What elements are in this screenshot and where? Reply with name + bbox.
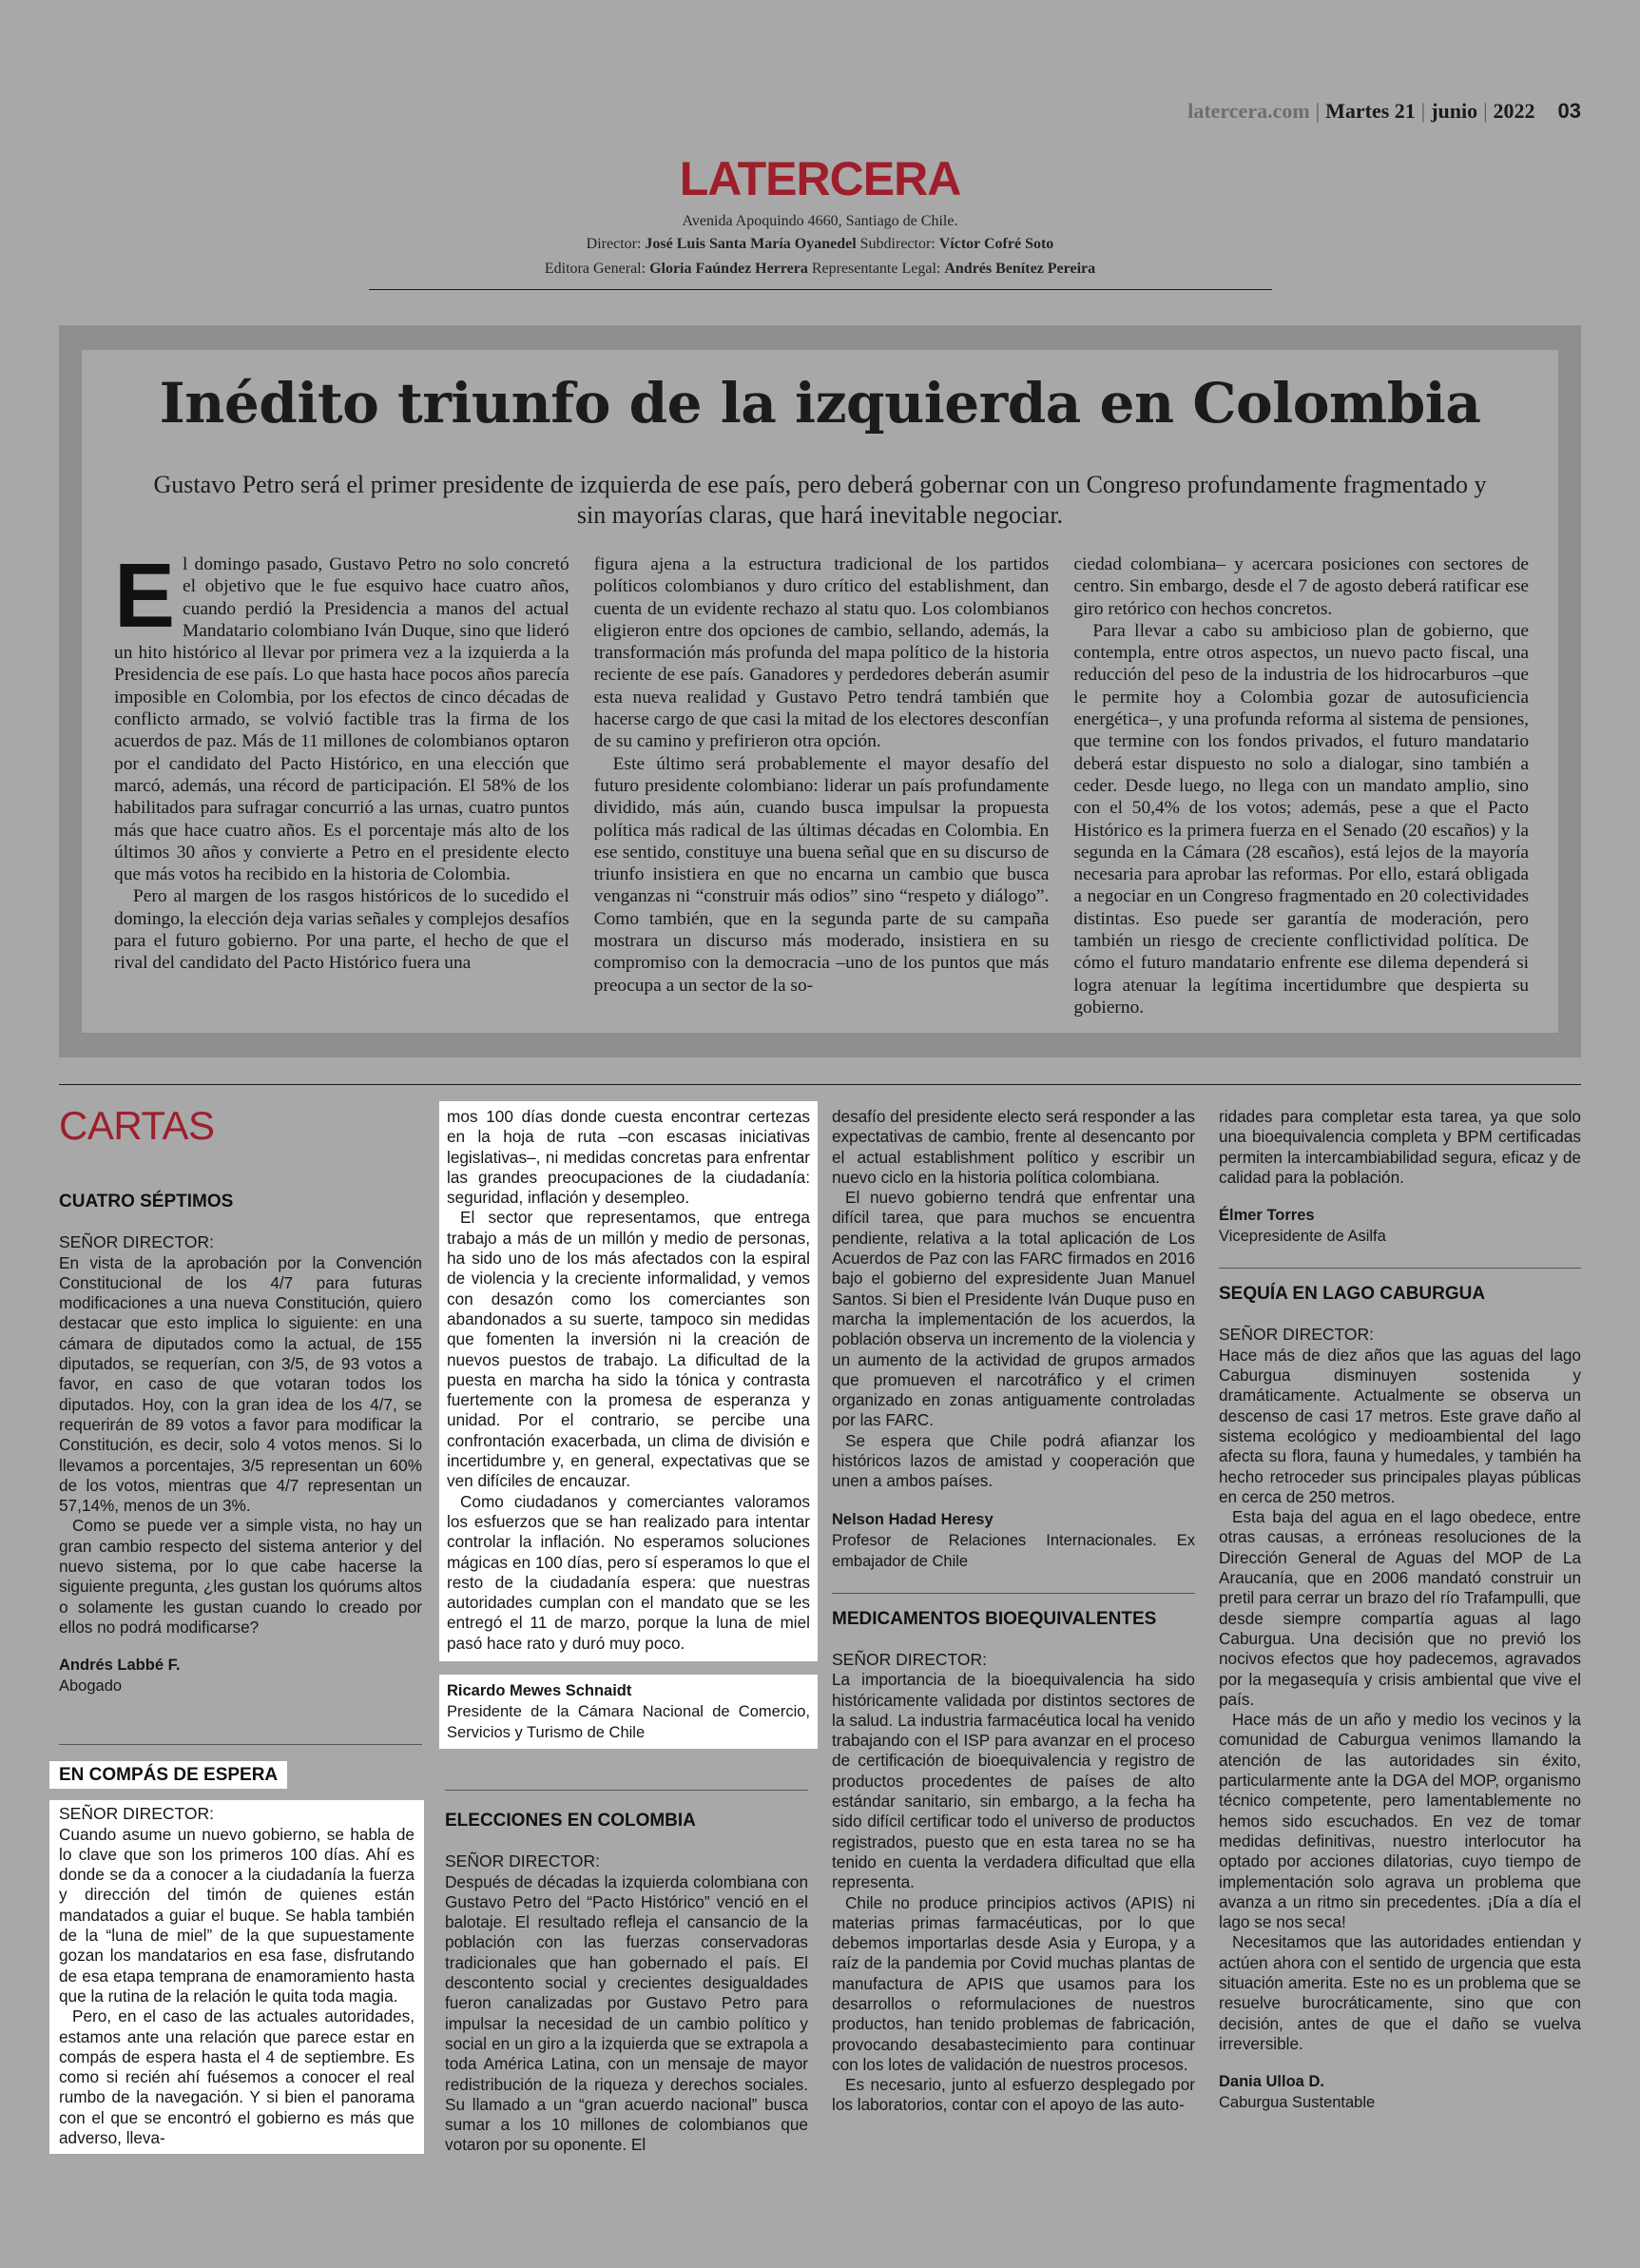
director-label: Director: <box>586 236 642 252</box>
letter-paragraph: mos 100 días donde cuesta encontrar certezas en la hoja de ruta –con escasas iniciativas legislativas–, ni medidas concretas para enfrentar las grandes preocupaciones de la ciudadanía: seguridad, inflación y desempleo. <box>447 1107 810 1208</box>
letter-paragraph: Hace más de diez años que las aguas del lago Caburgua disminuyen sostenida y dramáticamente. Actualmente se observa un descenso de casi 17 metros. Este grave daño al sistema ecológico y medioambiental del lago afecta su flora, fauna y humedales, y también ha hecho retroceder sus principales playas públicas en cerca de 250 metros. <box>1219 1345 1581 1506</box>
editorial-body <box>114 545 1530 1029</box>
director-name: José Luis Santa María Oyanedel <box>645 236 857 252</box>
masthead-divider <box>369 289 1272 290</box>
date-year: 2022 <box>1493 99 1535 123</box>
letter-paragraph: Esta baja del agua en el lago obedece, entre otras causas, a erróneas resoluciones de la Dirección General de Aguas del MOP de La Araucanía, que en 2006 mandató construir un pretil para cerrar un brazo del río Trafampulli, que desde siempre compartía aguas al lago Caburgua. Una decisión que no previó los nocivos efectos que hoy padecemos, agravados por la megasequía y crisis ambiental que vive el país. <box>1219 1507 1581 1709</box>
author-role: Profesor de Relaciones Internacionales. Ex embajador de Chile <box>832 1531 1195 1570</box>
newspaper-logo: LATERCERA <box>679 152 961 205</box>
page-number: 03 <box>1557 99 1581 123</box>
editorial-paragraph: El domingo pasado, Gustavo Petro no solo concretó el objetivo que le fue esquivo hace cuatro años, cuando perdió la Presidencia a manos del actual Mandatario colombiano Iván Duque, sino que lideró un hito histórico al llevar por primera vez a la izquierda a la Presidencia de ese país. Lo que hasta hace pocos años parecía imposible en Colombia, por los efectos de cinco décadas de conflicto armado, se volvió factible tras la firma de los acuerdos de paz. Más de 11 millones de colombianos optaron por el candidato del Pacto Histórico, en una elección que marcó, además, una récord de participación. El 58% de los habilitados para sufragar concurrió a las urnas, cuatro puntos más que hace cuatro años. Es el porcentaje más alto de los últimos 30 años y convierte a Petro en el presidente electo que más votos ha recibido en la historia de Colombia. <box>114 545 569 885</box>
legal-name: Andrés Benítez Pereira <box>944 261 1096 277</box>
author-name: Andrés Labbé F. <box>59 1657 181 1675</box>
letter-headline: CUATRO SÉPTIMOS <box>59 1192 234 1212</box>
letter-paragraph: Chile no produce principios activos (APIS) ni materias primas farmacéuticas, por lo que debemos importarlas desde Asia y Europa, y a raíz de la pandemia por Covid muchas plantas de manufactura de APIS que usamos para los desarrollos o reformulaciones de nuestros productos, han tenido problemas de fabricación, provocando desabastecimiento para continuar con los lotes de validación de nuestros procesos. <box>832 1892 1195 2074</box>
date-month: junio <box>1431 99 1478 123</box>
letters-column-4 <box>1219 1107 1581 2113</box>
letters-column-3 <box>832 1107 1195 2116</box>
editorial-paragraph: Pero al margen de los rasgos históricos de lo sucedido el domingo, la elección deja varias señales y complejos desafíos para el futuro gobierno. Por una parte, el hecho de que el rival del candidato del Pacto Histórico fuera una <box>114 886 569 974</box>
editorial-paragraph: Para llevar a cabo su ambicioso plan de gobierno, que contempla, entre otros aspectos, un nuevo pacto fiscal, una reducción del peso de la industria de los hidrocarburos –que le permite hoy a Colombia gozar de autosuficiencia energética–, y una profunda reforma al sistema de pensiones, que termine con los fondos privados, el futuro mandatario deberá estar dispuesto no solo a dialogar, sino también a ceder. Desde luego, no llega con un mandato amplio, sino con el 50,4% de los votos; además, pese a que el Pacto Histórico es la primera fuerza en el Senado (20 escaños) y la segunda en la Cámara (28 escaños), está lejos de la mayoría necesaria para aprobar las reformas. Por ello, estará obligada a negociar en un Congreso fragmentado en 20 colectividades distintas. Eso puede ser garantía de moderación, pero también un riesgo de creciente conflictividad política. De cómo el futuro mandatario enfrente ese dilema dependerá si logra atenuar la legítima incertidumbre que despierta su gobierno. <box>1073 620 1530 1018</box>
letter-signature <box>59 1655 422 1696</box>
letter-paragraph: Después de décadas la izquierda colombiana con Gustavo Petro del “Pacto Histórico” venció en el balotaje. El resultado refleja el cansancio de la población con las fuerzas conservadoras tradicionales que han gobernado el país. El descontento social y crecientes desigualdades fueron canalizadas por Gustavo Petro para impulsar la necesidad de un cambio político y social en un giro a la izquierda que se extrapola a toda América Latina, con un mensaje de mayor redistribución de la riqueza y derechos sociales. Su llamado a un “gran acuerdo nacional” busca sumar a los 10 millones de colombianos que votaron por su oponente. El <box>445 1871 808 2155</box>
letter-divider <box>445 1790 808 1791</box>
letter-paragraph: Es necesario, junto al esfuerzo desplegado por los laboratorios, contar con el apoyo de las auto- <box>832 2075 1195 2115</box>
page-header: latercera.com | Martes 21 | junio | 2022 03 <box>1187 99 1581 123</box>
editorial-paragraph: figura ajena a la estructura tradicional de los partidos políticos colombianos y duro crítico del establishment, dan cuenta de un evidente rechazo al statu quo. Los colombianos eligieron entre dos opciones de cambio, sellando, además, la transformación más profunda del mapa político de la historia reciente de ese país. Ganadores y perdedores deberán asumir esta nueva realidad y Gustavo Petro tendrá también que hacerse cargo de que casi la mitad de los electores desconfían de su camino y prefirieron otra opción. <box>593 554 1050 752</box>
address: Avenida Apoquindo 4660, Santiago de Chile. <box>682 213 958 229</box>
letter-signature <box>832 1509 1195 1572</box>
credits-line-1 <box>0 234 1640 255</box>
letters-column-2 <box>439 1101 818 1749</box>
editor-label: Editora General: <box>544 261 646 277</box>
letter-2-start <box>49 1761 424 2154</box>
editorial-column-1 <box>114 545 569 1029</box>
letter-divider <box>1219 1268 1581 1269</box>
letter-paragraph: Como se puede ver a simple vista, no hay un gran cambio respecto del sistema anterior y del nuevo sistema, por lo que cabe hacerse la siguiente pregunta, ¿les gustan los quórums altos o solamente les gustan cuando lo creado por ellos no podrá modificarse? <box>59 1516 422 1637</box>
letter-salutation: SEÑOR DIRECTOR: <box>59 1232 215 1252</box>
letter-salutation: SEÑOR DIRECTOR: <box>1219 1325 1375 1345</box>
letter-3-start <box>445 1811 808 2156</box>
letter-salutation: SEÑOR DIRECTOR: <box>59 1804 215 1824</box>
subdirector-label: Subdirector: <box>859 236 936 252</box>
letters-column-1 <box>59 1192 422 1696</box>
letter-paragraph: La importancia de la bioequivalencia ha sido históricamente validada por distintos sectores de la salud. La industria farmacéutica local ha venido trabajando con el ISP para avanzar en el proceso de certificación de bioequivalencia y registro de productos procedentes de países de alto estándar sanitario, sin embargo, a la fecha ha sido difícil certificar todo el universo de productos registrados, puesto que en esta tarea no se ha tenido en cuenta la verdadera dificultad que ella representa. <box>832 1670 1195 1892</box>
credits-line-2 <box>0 259 1640 280</box>
letter-paragraph: desafío del presidente electo será responder a las expectativas de cambio, frente al desencanto por el actual establishment político y escribir un nuevo ciclo en la historia política colombiana. <box>832 1107 1195 1187</box>
letter-headline: ELECCIONES EN COLOMBIA <box>445 1811 696 1831</box>
letter-headline: SEQUÍA EN LAGO CABURGUA <box>1219 1284 1486 1305</box>
author-role: Caburgua Sustentable <box>1219 2094 1376 2112</box>
editorial-column-3 <box>1073 553 1529 1029</box>
editorial-paragraph: Este último será probablemente el mayor desafío del futuro presidente colombiano: liderar un país profundamente dividido, más aún, cuando busca impulsar la propuesta política más radical de las últimas décadas en Colombia. En ese sentido, constituye una buena señal que en su discurso de triunfo insistiera en que no encarna un cambio que busca venganzas ni “construir más odios” sino “respeto y diálogo”. Como también, que en la segunda parte de su campaña mostrara un discurso más moderado, insistiera en su compromiso con la democracia –uno de los puntos que más preocupa a un sector de la so- <box>593 753 1050 996</box>
letter-paragraph: El nuevo gobierno tendrá que enfrentar una difícil tarea, que para muchos se encuentra pendiente, relativa a la total aplicación de Los Acuerdos de Paz con las FARC firmados en 2016 bajo el gobierno del expresidente Juan Manuel Santos. Si bien el Presidente Iván Duque puso en marcha la implementación de los acuerdos, la población observa un incremento de la violencia y un aumento de la actividad de grupos armados que promueven el narcotráfico y el crimen organizado en zonas antiguamente controladas por las FARC. <box>832 1188 1195 1430</box>
letter-paragraph: El sector que representamos, que entrega trabajo a más de un millón y medio de personas, ha sido uno de los más afectados con la espiral de violencia y la creciente informalidad, y vemos con desazón como los comerciantes son abandonados a su suerte, tampoco sin medidas que fomenten la inversión ni la creación de nuevos puestos de trabajo. La dificultad de la puesta en marcha ha sido la tónica y contrasta fuertemente con la promesa de esperanza y unidad. Por el contrario, se percibe una confrontación exacerbada, un clima de división e incertidumbre y, en general, expectativas que se ven difíciles de encauzar. <box>447 1208 810 1491</box>
editor-name: Gloria Faúndez Herrera <box>649 261 808 277</box>
letter-paragraph: En vista de la aprobación por la Convención Constitucional de los 4/7 para futuras modificaciones a una nueva Constitución, quiero destacar que esto implica lo siguiente: en una cámara de diputados como la actual, de 155 diputados, se requerían, con 3/5, de 93 votos a favor, en caso de que votaran todos los diputados. Hoy, con la gran idea de los 4/7, se requerirán de 89 votos a favor para modificar la Constitución, es decir, solo 4 votos menos. Si lo llevamos a porcentajes, 3/5 representan un 60% de los votos, mientras que 4/7 representan un 57,14%, menos de un 3%. <box>59 1252 422 1516</box>
letter-salutation: SEÑOR DIRECTOR: <box>445 1851 601 1871</box>
masthead <box>0 152 1640 280</box>
author-name: Nelson Hadad Heresy <box>832 1510 994 1528</box>
cartas-section-title: CARTAS <box>59 1103 215 1148</box>
letter-highlight-box <box>439 1101 818 1661</box>
letter-highlight-box <box>49 1800 424 2154</box>
letter-divider <box>832 1593 1195 1594</box>
author-name: Élmer Torres <box>1219 1207 1315 1225</box>
legal-label: Representante Legal: <box>811 261 941 277</box>
drop-cap: E <box>114 545 176 647</box>
letter-headline: MEDICAMENTOS BIOEQUIVALENTES <box>832 1608 1157 1629</box>
author-role: Vicepresidente de Asilfa <box>1219 1228 1386 1246</box>
editorial-column-2 <box>594 553 1050 1029</box>
letter-divider <box>59 1744 422 1745</box>
letter-signature <box>1219 2071 1581 2113</box>
letter-signature <box>1219 1205 1581 1247</box>
section-divider <box>59 1084 1581 1085</box>
editorial-dek: Gustavo Petro será el primer presidente de izquierda de ese país, pero deberá gobernar con un Congreso profundamente fragmentado y sin mayorías claras, que hará inevitable negociar. <box>153 471 1487 529</box>
subdirector-name: Víctor Cofré Soto <box>938 236 1054 252</box>
author-role: Abogado <box>59 1677 123 1696</box>
author-role: Presidente de la Cámara Nacional de Comercio, Servicios y Turismo de Chile <box>447 1703 810 1742</box>
letter-paragraph: ridades para completar esta tarea, ya que solo una bioequivalencia completa y BPM certificadas permiten la intercambiabilidad segura, eficaz y de calidad para la población. <box>1219 1107 1581 1187</box>
letter-paragraph: Se espera que Chile podrá afianzar los históricos lazos de amistad y cooperación que unen a ambos países. <box>832 1430 1195 1491</box>
editorial-title: Inédito triunfo de la izquierda en Colombia <box>159 371 1481 436</box>
letter-paragraph: Pero, en el caso de las actuales autoridades, estamos ante una relación que parece estar en compás de espera hasta el 4 de septiembre. Es como si recién ahí fuésemos a conocer el real rumbo de la navegación. Y si bien el panorama con el que se encontró el gobierno es más que adverso, lleva- <box>59 2006 415 2148</box>
letter-salutation: SEÑOR DIRECTOR: <box>832 1649 988 1669</box>
letter-paragraph: Necesitamos que las autoridades entiendan y actúen ahora con el sentido de urgencia que esta situación amerita. Este no es un problema que se resuelve burocráticamente, sino que con decisión, antes de que el daño se vuelva irreversible. <box>1219 1932 1581 2053</box>
letter-signature <box>439 1675 818 1749</box>
letter-paragraph: Cuando asume un nuevo gobierno, se habla de lo clave que son los primeros 100 días. Ahí es donde se da a conocer a la ciudadanía la fuerza y dirección del timón de quienes están mandatados a guiar el buque. Se habla también de la “luna de miel” de la que supuestamente gozan los mandatarios en esa fase, disfrutando de esa etapa temprana de enamoramiento hasta que la rutina de la relación le quita toda magia. <box>59 1824 415 2006</box>
letter-headline: EN COMPÁS DE ESPERA <box>49 1761 287 1789</box>
date-weekday: Martes 21 <box>1325 99 1416 123</box>
author-name: Dania Ulloa D. <box>1219 2073 1324 2091</box>
letter-paragraph: Como ciudadanos y comerciantes valoramos los esfuerzos que se han realizado para intentar controlar la inflación. No esperamos soluciones mágicas en 100 días, pero sí esperamos lo que el resto de la ciudadanía espera: que nuestras autoridades cumplan con el mandato que se les entregó el 11 de marzo, porque la luna de miel pasó hace rato y duró muy poco. <box>447 1491 810 1653</box>
editorial-paragraph: ciedad colombiana– y acercara posiciones con sectores de centro. Sin embargo, desde el 7 de agosto deberá ratificar ese giro retórico con hechos concretos. <box>1073 554 1530 619</box>
site-url[interactable]: latercera.com <box>1187 99 1310 123</box>
author-name: Ricardo Mewes Schnaidt <box>447 1682 632 1700</box>
letter-paragraph: Hace más de un año y medio los vecinos y la comunidad de Caburgua venimos llamando la atención de las autoridades sin éxito, particularmente ante la DGA del MOP, organismo técnico competente, pero lamentablemente no hemos sido escuchados. En vez de tomar medidas definitivas, nuestro interlocutor ha optado por acciones dilatorias, cuyo tiempo de implementación solo agrava un problema que avanza a un ritmo sin precedentes. ¡Día a día el lago se nos seca! <box>1219 1710 1581 1932</box>
